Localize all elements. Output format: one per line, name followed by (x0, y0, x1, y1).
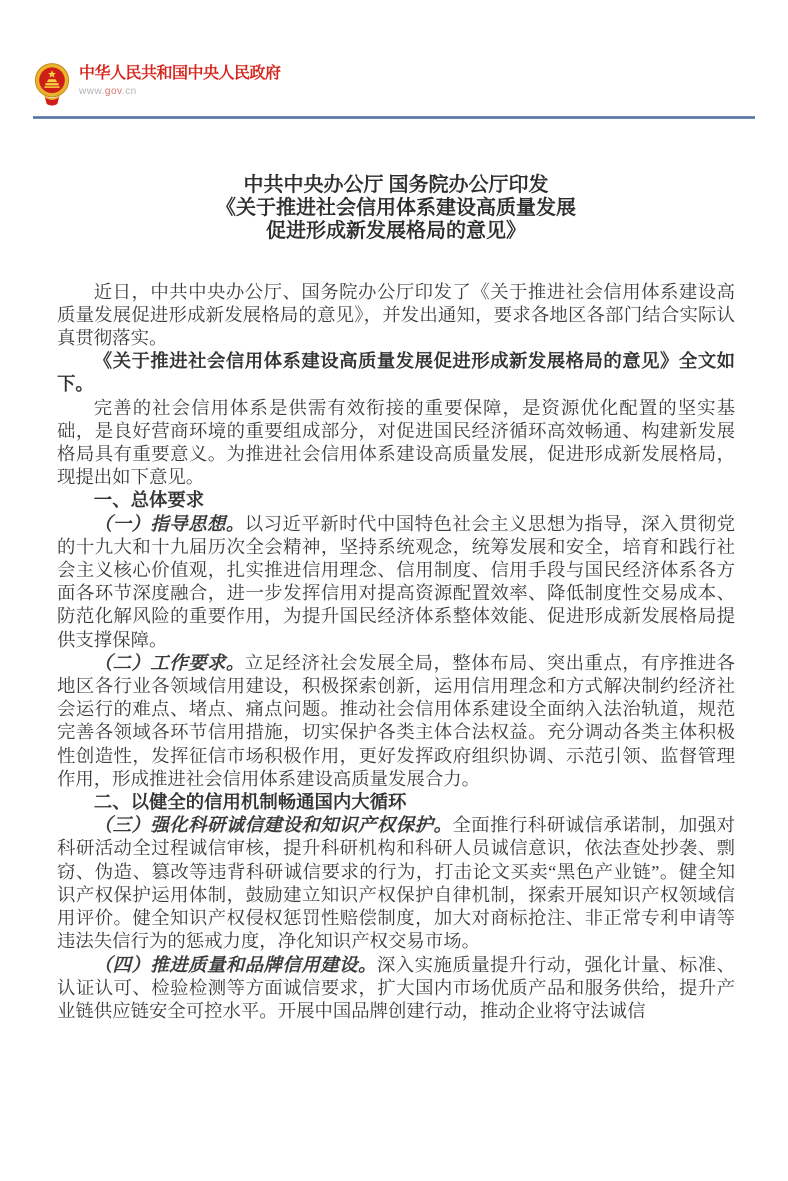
national-emblem-icon (33, 62, 71, 108)
paragraph-lead: （三）强化科研诚信建设和知识产权保护。 (93, 815, 453, 836)
document-title (57, 174, 735, 244)
site-url (79, 86, 281, 97)
paragraph (57, 652, 735, 791)
paragraph (57, 814, 735, 953)
paragraph (57, 350, 735, 396)
paragraph (57, 397, 735, 490)
document-title-line-2: 《关于推进社会信用体系建设高质量发展 (216, 197, 576, 220)
paragraph (57, 954, 735, 1024)
paragraph-text: 以习近平新时代中国特色社会主义思想为指导，深入贯彻党的十九大和十九届历次全会精神，坚持系统观念，统筹发展和安全，培育和践行社会主义核心价值观，扎实推进信用理念、信用制度、信用手段与国民经济体系各方面各环节深度融合，进一步发挥信用对提高资源配置效率、降低制度性交易成本、防范化解风险的重要作用，为提升国民经济体系整体效能、促进形成新发展格局提供支撑保障。 (57, 513, 735, 650)
paragraph-text: 《关于推进社会信用体系建设高质量发展促进形成新发展格局的意见》全文如下。 (57, 351, 735, 395)
document-title-line-1: 中共中央办公厅 国务院办公厅印发 (243, 174, 549, 196)
paragraph-lead: （四）推进质量和品牌信用建设。 (93, 954, 377, 975)
paragraph-text: 全面推行科研诚信承诺制，加强对科研活动全过程诚信审核，提升科研机构和科研人员诚信意识，依法查处抄袭、剽窃、伪造、篡改等违背科研诚信要求的行为，打击论文买卖“黑色产业链”。健全知识产权保护运用体制，鼓励建立知识产权保护自律机制，探索开展知识产权领域信用评价。健全知识产权侵权惩罚性赔偿制度，加大对商标抢注、非正常专利申请等违法失信行为的惩戒力度，净化知识产权交易市场。 (57, 815, 735, 952)
paragraph-text: 立足经济社会发展全局，整体布局、突出重点，有序推进各地区各行业各领域信用建设，积极探索创新，运用信用理念和方式解决制约经济社会运行的难点、堵点、痛点问题。推动社会信用体系建设全面纳入法治轨道，规范完善各领域各环节信用措施，切实保护各类主体合法权益。充分调动各类主体积极性创造性，发挥征信市场积极作用，更好发挥政府组织协调、示范引领、监督管理作用，形成推进社会信用体系建设高质量发展合力。 (57, 652, 735, 789)
document-title-line-3: 促进形成新发展格局的意见》 (266, 220, 526, 243)
paragraph-text: 一、总体要求 (93, 490, 205, 511)
paragraph (57, 513, 735, 652)
paragraph (57, 791, 735, 814)
paragraph-lead: （二）工作要求。 (93, 652, 245, 673)
brand-text (79, 62, 281, 97)
paragraph-text: 深入实施质量提升行动，强化计量、标准、认证认可、检验检测等方面诚信要求，扩大国内市场优质产品和服务供给，提升产业链供应链安全可控水平。开展中国品牌创建行动，推动企业将守法诚信 (57, 954, 735, 1021)
paragraph-text: 二、以健全的信用机制畅通国内大循环 (93, 792, 407, 813)
site-name: 中华人民共和国中央人民政府 (79, 65, 281, 82)
site-url-suffix: .cn (121, 86, 137, 97)
paragraph (57, 489, 735, 512)
paragraph (57, 281, 735, 351)
site-url-prefix: www. (79, 86, 105, 97)
paragraph-lead: （一）指导思想。 (93, 513, 245, 534)
page (0, 62, 788, 1181)
document (57, 174, 735, 1023)
header-divider (33, 116, 755, 119)
document-body (57, 281, 735, 1024)
site-url-gov: gov (104, 86, 122, 97)
gov-home-link[interactable] (33, 62, 755, 108)
site-header (33, 62, 755, 119)
paragraph-text: 完善的社会信用体系是供需有效衔接的重要保障，是资源优化配置的坚实基础，是良好营商环境的重要组成部分，对促进国民经济循环高效畅通、构建新发展格局具有重要意义。为推进社会信用体系建设高质量发展，促进形成新发展格局，现提出如下意见。 (57, 397, 735, 488)
paragraph-text: 近日，中共中央办公厅、国务院办公厅印发了《关于推进社会信用体系建设高质量发展促进形成新发展格局的意见》，并发出通知，要求各地区各部门结合实际认真贯彻落实。 (57, 281, 735, 349)
